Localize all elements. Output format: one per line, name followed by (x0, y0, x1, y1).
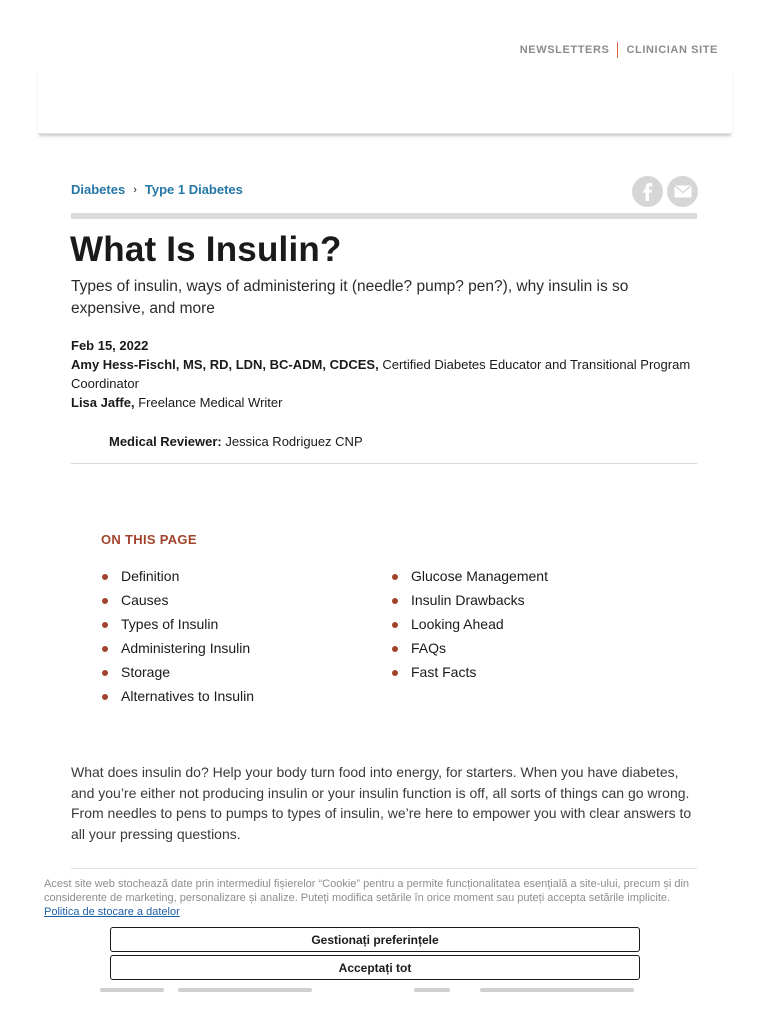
reviewer-label: Medical Reviewer: (109, 434, 222, 449)
toc-item-faqs[interactable]: FAQs (391, 636, 548, 660)
obscured-content (100, 988, 164, 992)
toc-item-glucose-management[interactable]: Glucose Management (391, 564, 548, 588)
clinician-site-link[interactable]: CLINICIAN SITE (626, 44, 718, 56)
page-title: What Is Insulin? (70, 230, 342, 269)
title-divider (71, 213, 697, 219)
toc-item-types-of-insulin[interactable]: Types of Insulin (101, 612, 254, 636)
toc-item-looking-ahead[interactable]: Looking Ahead (391, 612, 548, 636)
medical-reviewer (109, 434, 363, 449)
newsletters-link[interactable]: NEWSLETTERS (519, 44, 610, 56)
toc-item-storage[interactable]: Storage (101, 660, 254, 684)
facebook-icon (641, 183, 655, 201)
toc-item-insulin-drawbacks[interactable]: Insulin Drawbacks (391, 588, 548, 612)
intro-divider (71, 868, 697, 869)
toc-item-fast-facts[interactable]: Fast Facts (391, 660, 548, 684)
share-buttons (632, 176, 698, 207)
obscured-content (414, 988, 450, 992)
data-storage-policy-link[interactable]: Politica de stocare a datelor (44, 906, 180, 918)
utility-nav (520, 42, 718, 58)
accept-all-button[interactable]: Acceptați tot (110, 955, 640, 980)
cookie-text: Acest site web stochează date prin intermediul fișierelor “Cookie” pentru a permite funcționalitatea esențială a site-ului, precum și din considerente de marketing, personalizare și analize. Puteți modifica setările în orice moment sau puteți accepta setările implicite. Politica de stocare a datelor (44, 878, 690, 918)
breadcrumb-diabetes[interactable]: Diabetes (71, 182, 126, 197)
site-header (38, 70, 732, 134)
toc-item-definition[interactable]: Definition (101, 564, 254, 588)
obscured-content (178, 988, 312, 992)
toc-item-alternatives[interactable]: Alternatives to Insulin (101, 684, 254, 708)
intro-paragraph: What does insulin do? Help your body turn food into energy, for starters. When you have diabetes, and you’re either not producing insulin or your insulin function is off, all sorts of things can go wrong. From needles to pens to pumps to types of insulin, we’re here to empower you with clear answers to all your pressing questions. (71, 764, 692, 842)
article-meta (71, 336, 701, 412)
obscured-content (480, 988, 634, 992)
on-this-page-heading: ON THIS PAGE (101, 532, 197, 547)
breadcrumb (71, 182, 243, 197)
toc-list-right (391, 564, 548, 684)
chevron-right-icon: › (133, 183, 137, 196)
publish-date: Feb 15, 2022 (71, 338, 149, 353)
toc-list-left (101, 564, 254, 708)
toc-item-administering-insulin[interactable]: Administering Insulin (101, 636, 254, 660)
author-2-role: Freelance Medical Writer (138, 395, 283, 410)
author-1-role: Certified Diabetes Educator and Transitional Program Coordinator (71, 357, 691, 391)
page-subtitle: Types of insulin, ways of administering it (needle? pump? pen?), why insulin is so expensive, and more (71, 278, 629, 317)
breadcrumb-type-1-diabetes[interactable]: Type 1 Diabetes (144, 182, 243, 197)
toc-item-causes[interactable]: Causes (101, 588, 254, 612)
facebook-share-button[interactable] (632, 176, 663, 207)
author-line-1 (71, 355, 701, 393)
author-2-name[interactable]: Lisa Jaffe, (71, 395, 135, 410)
mail-icon (674, 185, 692, 198)
manage-preferences-button[interactable]: Gestionați preferințele (110, 927, 640, 952)
meta-divider (71, 463, 697, 464)
author-1-name[interactable]: Amy Hess-Fischl, MS, RD, LDN, BC-ADM, CDCES, (71, 357, 379, 372)
reviewer-name[interactable]: Jessica Rodriguez CNP (225, 434, 363, 449)
email-share-button[interactable] (667, 176, 698, 207)
cookie-banner (0, 872, 768, 1024)
author-line-2 (71, 393, 701, 412)
utility-separator (617, 42, 618, 58)
